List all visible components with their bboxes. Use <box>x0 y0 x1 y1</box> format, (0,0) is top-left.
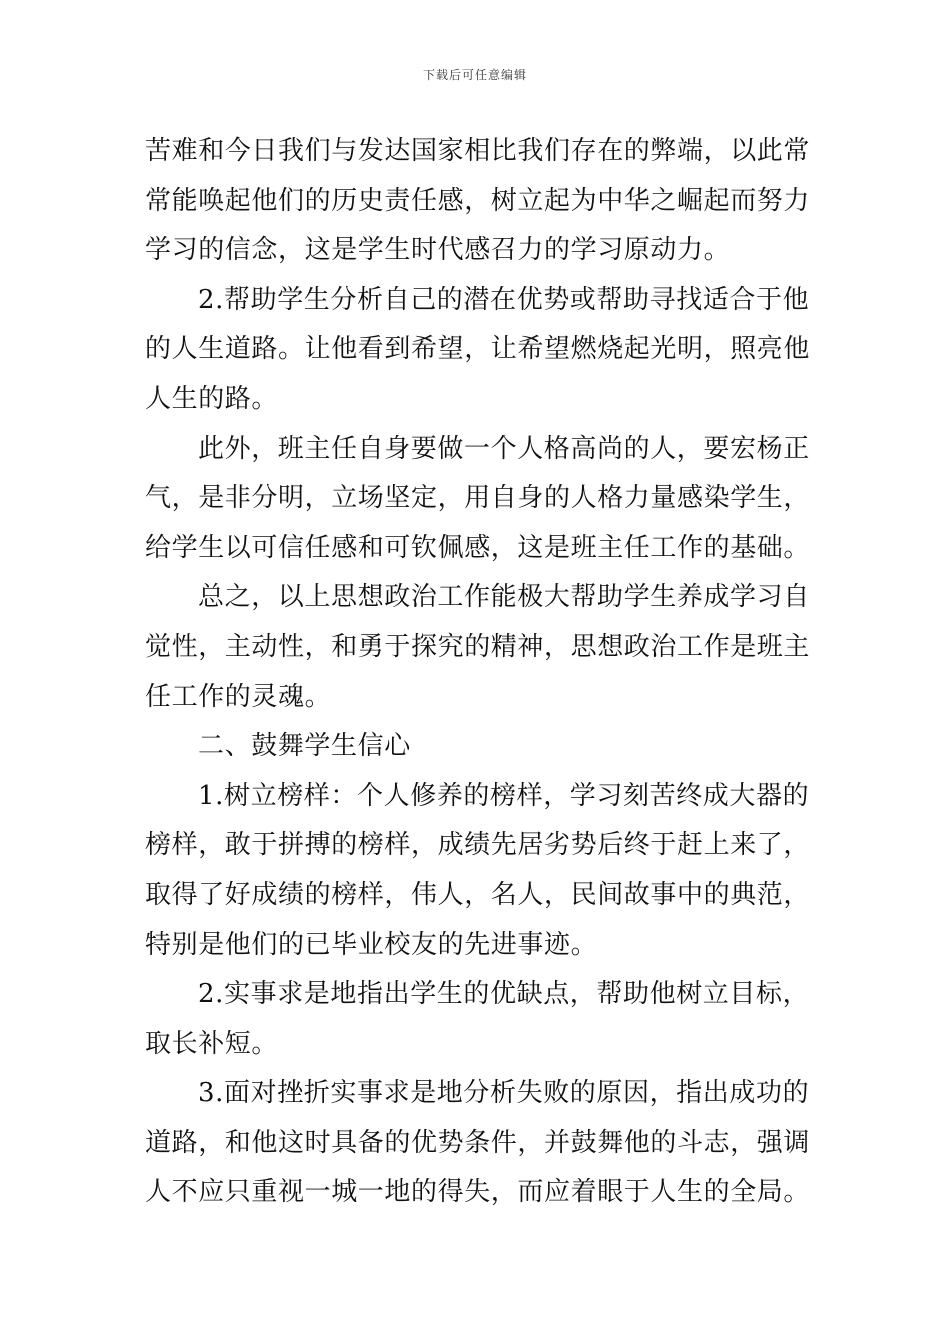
text-line: 2.实事求是地指出学生的优缺点，帮助他树立目标， <box>198 979 810 1010</box>
text-line: 2.帮助学生分析自己的潜在优势或帮助寻找适合于他 <box>198 284 810 315</box>
text-line: 给学生以可信任感和可钦佩感，这是班主任工作的基础。 <box>145 532 811 563</box>
page-header-note: 下载后可任意编辑 <box>422 68 527 82</box>
text-line: 榜样，敢于拼搏的榜样，成绩先居劣势后终于赶上来了， <box>145 830 811 861</box>
text-line: 觉性，主动性，和勇于探究的精神，思想政治工作是班主 <box>145 631 811 662</box>
text-line: 总之，以上思想政治工作能极大帮助学生养成学习自 <box>198 582 810 613</box>
text-line: 学习的信念，这是学生时代感召力的学习原动力。 <box>145 235 731 266</box>
text-line: 人不应只重视一城一地的得失，而应着眼于人生的全局。 <box>145 1177 811 1208</box>
text-line: 气，是非分明，立场坚定，用自身的人格力量感染学生， <box>145 483 811 514</box>
document-body <box>145 127 810 1218</box>
text-line: 取得了好成绩的榜样，伟人，名人，民间故事中的典范， <box>145 879 811 910</box>
text-line: 取长补短。 <box>145 1028 279 1059</box>
section-heading: 二、鼓舞学生信心 <box>198 731 411 762</box>
text-line: 3.面对挫折实事求是地分析失败的原因，指出成功的 <box>198 1078 810 1109</box>
text-line: 的人生道路。让他看到希望，让希望燃烧起光明，照亮他 <box>145 334 811 365</box>
text-line: 特别是他们的已毕业校友的先进事迹。 <box>145 929 598 960</box>
text-line: 任工作的灵魂。 <box>145 681 332 712</box>
text-line: 苦难和今日我们与发达国家相比我们存在的弊端，以此常 <box>145 136 811 166</box>
text-line: 人生的路。 <box>145 383 279 414</box>
text-line: 常能唤起他们的历史责任感，树立起为中华之崛起而努力 <box>145 185 811 216</box>
text-line: 道路，和他这时具备的优势条件，并鼓舞他的斗志，强调 <box>145 1127 811 1158</box>
text-line: 此外，班主任自身要做一个人格高尚的人，要宏杨正 <box>198 433 810 464</box>
text-line: 1.树立榜样：个人修养的榜样，学习刻苦终成大器的 <box>198 780 810 811</box>
